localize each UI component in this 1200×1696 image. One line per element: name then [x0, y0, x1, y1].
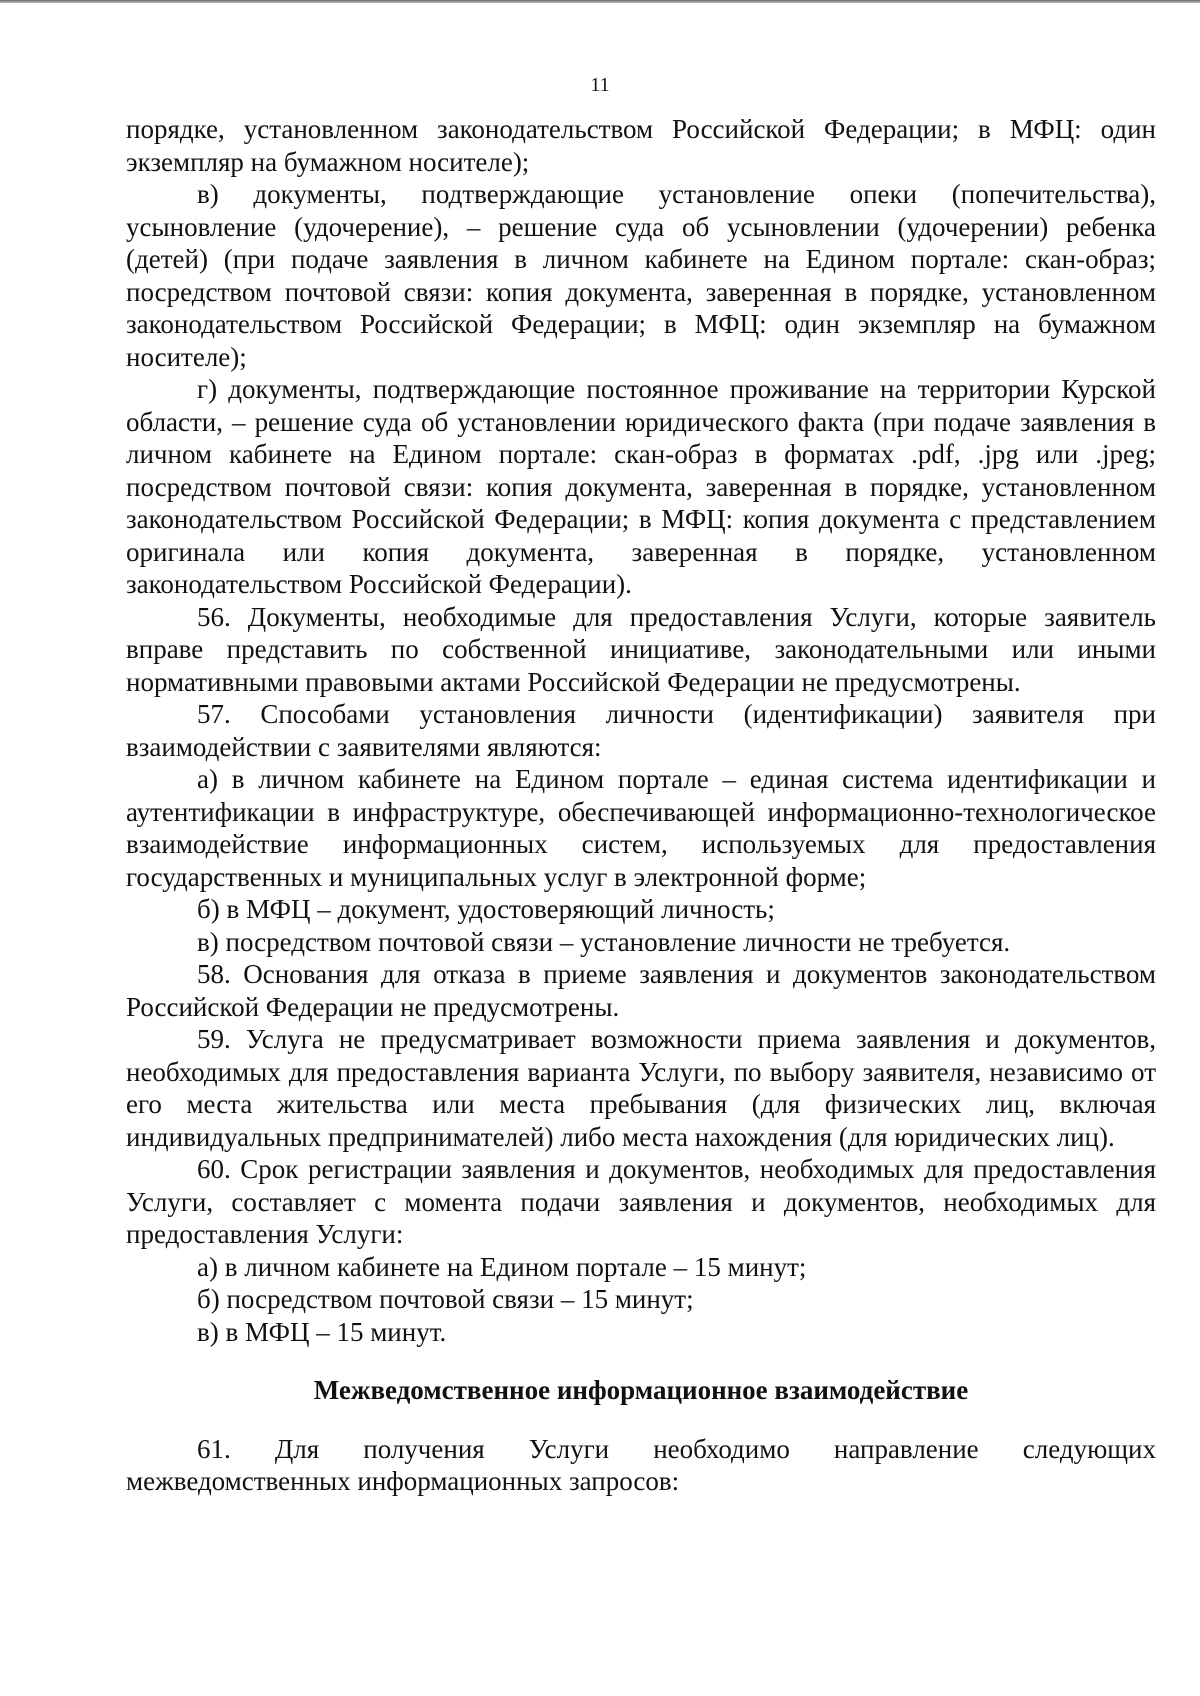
section-heading: Межведомственное информационное взаимодействие: [313, 1375, 969, 1405]
paragraph-60: 60. Срок регистрации заявления и документов, необходимых для предоставления Услуги, составляет с момента подачи заявления и документов, необходимых для предоставления Услуги:: [126, 1154, 1156, 1249]
paragraph-58: 58. Основания для отказа в приеме заявления и документов законодательством Российской Федерации не предусмотрены.: [126, 959, 1156, 1022]
paragraph-item-g-residence: г) документы, подтверждающие постоянное проживание на территории Курской области, – решение суда об установлении юридического факта (при подаче заявления в личном кабинете на Едином портале: скан-образ в форматах .pdf, .jpg или .jpeg; посредством почтовой связи: копия документа, заверенная в порядке, установленном законодательством Российской Федерации; в МФЦ: копия документа с представлением оригинала или копия документа, заверенная в порядке, установленном законодательством Российской Федерации).: [126, 374, 1156, 599]
paragraph-60-item-v: в) в МФЦ – 15 минут.: [197, 1316, 447, 1347]
paragraph-61: 61. Для получения Услуги необходимо направление следующих межведомственных информационных запросов:: [126, 1433, 1156, 1496]
paragraph-item-v-guardianship: в) документы, подтверждающие установление опеки (попечительства), усыновление (удочерение), – решение суда об усыновлении (удочерении) ребенка (детей) (при подаче заявления в личном кабинете на Едином портале: скан-образ; посредством почтовой связи: копия документа, заверенная в порядке, установленном законодательством Российской Федерации; в МФЦ: один экземпляр на бумажном носителе);: [126, 179, 1156, 372]
paragraph-60-item-a: а) в личном кабинете на Едином портале – 15 минут;: [197, 1251, 807, 1282]
paragraph-60-item-b: б) посредством почтовой связи – 15 минут;: [197, 1284, 694, 1314]
paragraph-57-item-v: в) посредством почтовой связи – установление личности не требуется.: [197, 926, 1011, 957]
paragraph-56: 56. Документы, необходимые для предоставления Услуги, которые заявитель вправе представить по собственной инициативе, законодательными или иными нормативными правовыми актами Российской Федерации не предусмотрены.: [126, 601, 1156, 697]
paragraph-continuation: порядке, установленном законодательством Российской Федерации; в МФЦ: один экземпляр на бумажном носителе);: [126, 114, 1156, 177]
document-body: [126, 113, 1156, 1498]
paragraph-59: 59. Услуга не предусматривает возможности приема заявления и документов, необходимых для предоставления варианта Услуги, по выбору заявителя, независимо от его места жительства или места пребывания (для физических лиц, включая индивидуальных предпринимателей) либо места нахождения (для юридических лиц).: [126, 1024, 1156, 1152]
scan-top-edge: [0, 0, 1200, 3]
paragraph-57: 57. Способами установления личности (идентификации) заявителя при взаимодействии с заявителями являются:: [126, 699, 1156, 762]
paragraph-57-item-a: а) в личном кабинете на Едином портале – единая система идентификации и аутентификации в инфраструктуре, обеспечивающей информационно-технологическое взаимодействие информационных систем, используемых для предоставления государственных и муниципальных услуг в электронной форме;: [126, 764, 1156, 892]
paragraph-57-item-b: б) в МФЦ – документ, удостоверяющий личность;: [197, 894, 775, 924]
page-number: 11: [590, 74, 610, 96]
